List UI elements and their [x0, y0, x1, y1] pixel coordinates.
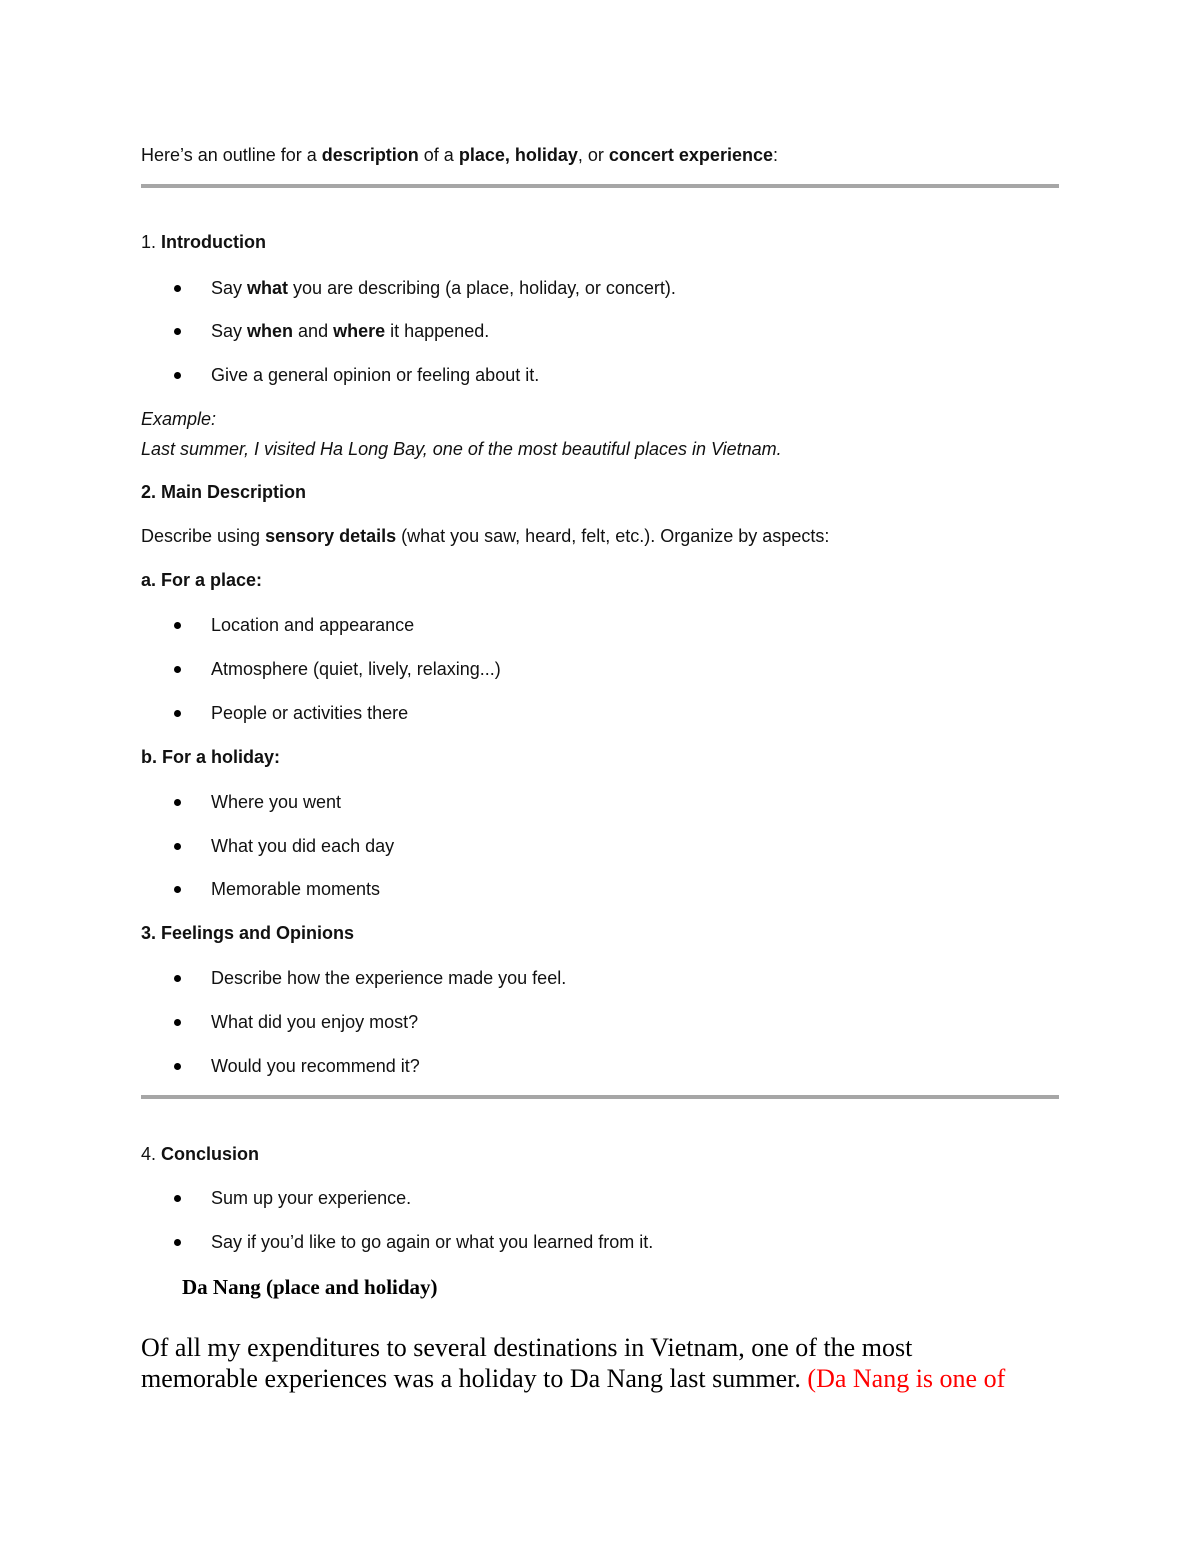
text-part: you are describing (a place, holiday, or concert). — [288, 278, 676, 298]
text-part: and — [293, 321, 334, 341]
intro-text-4: : — [772, 145, 778, 165]
bullet-icon — [174, 843, 181, 850]
section3-heading — [141, 921, 354, 945]
list-item-text: Would you recommend it? — [211, 1056, 420, 1076]
essay-highlighted-text: (Da Nang is one of — [807, 1364, 1006, 1393]
holiday-subheading — [141, 745, 280, 769]
list-item-text: Location and appearance — [211, 615, 415, 635]
bold-what: what — [247, 278, 289, 298]
list-item-text: People or activities there — [211, 703, 409, 723]
bullet-icon — [174, 622, 181, 629]
text-part: (what you saw, heard, felt, etc.). Organize by aspects: — [396, 526, 830, 546]
list-item-text: Give a general opinion or feeling about it. — [211, 365, 540, 385]
bullet-icon — [174, 710, 181, 717]
bullet-icon — [174, 1063, 181, 1070]
section2-heading — [141, 480, 306, 504]
bullet-icon — [174, 799, 181, 806]
bullet-icon — [174, 886, 181, 893]
horizontal-rule-bottom — [141, 1095, 1059, 1099]
intro-bold-concert: concert experience — [608, 145, 773, 165]
bullet-icon — [174, 372, 181, 379]
bold-where: where — [333, 321, 386, 341]
bullet-icon — [174, 285, 181, 292]
intro-text-2: of a — [418, 145, 459, 165]
example-label: Example: — [141, 409, 217, 429]
list-item-text — [211, 319, 489, 343]
section1-heading — [141, 230, 266, 254]
section1-title: Introduction — [161, 232, 266, 252]
bullet-icon — [174, 328, 181, 335]
text-part: Say — [211, 321, 248, 341]
text-part: Describe using — [141, 526, 266, 546]
place-subheading — [141, 568, 262, 592]
bullet-icon — [174, 1195, 181, 1202]
section4-title: Conclusion — [161, 1144, 260, 1164]
list-item-text: Where you went — [211, 792, 342, 812]
intro-bold-place-holiday: place, holiday — [458, 145, 578, 165]
horizontal-rule-top — [141, 184, 1059, 188]
bold-when: when — [247, 321, 294, 341]
list-item-text: Say if you’d like to go again or what you learned from it. — [211, 1232, 654, 1252]
section2-description — [141, 524, 829, 548]
bullet-icon — [174, 666, 181, 673]
section1-number: 1. — [141, 232, 162, 252]
essay-heading — [182, 1274, 438, 1300]
list-item-text: What did you enjoy most? — [211, 1012, 419, 1032]
bold-sensory-details: sensory details — [265, 526, 397, 546]
section2-title: 2. Main Description — [141, 482, 307, 502]
list-item-text: What you did each day — [211, 836, 395, 856]
intro-line — [141, 143, 778, 167]
essay-line-2 — [141, 1363, 1005, 1395]
example-text: Last summer, I visited Ha Long Bay, one of the most beautiful places in Vietnam. — [141, 439, 782, 459]
section4-heading — [141, 1142, 259, 1166]
list-item-text: Atmosphere (quiet, lively, relaxing...) — [211, 659, 501, 679]
intro-text-1: Here’s an outline for a — [141, 145, 322, 165]
list-item-text — [211, 276, 676, 300]
holiday-subheading-text: b. For a holiday: — [141, 747, 281, 767]
intro-text-3: , or — [577, 145, 609, 165]
section4-number: 4. — [141, 1144, 162, 1164]
list-item-text: Sum up your experience. — [211, 1188, 412, 1208]
text-part: Say — [211, 278, 248, 298]
list-item-text: Memorable moments — [211, 879, 381, 899]
bullet-icon — [174, 1239, 181, 1246]
bullet-icon — [174, 975, 181, 982]
text-part: it happened. — [385, 321, 490, 341]
essay-line-2-text: memorable experiences was a holiday to Da Nang last summer. — [141, 1364, 808, 1393]
essay-heading-text: Da Nang (place and holiday) — [182, 1275, 438, 1299]
intro-bold-description: description — [321, 145, 419, 165]
essay-line-1: Of all my expenditures to several destinations in Vietnam, one of the most — [141, 1333, 913, 1362]
place-subheading-text: a. For a place: — [141, 570, 263, 590]
list-item-text: Describe how the experience made you feel. — [211, 968, 567, 988]
bullet-icon — [174, 1019, 181, 1026]
section3-title: 3. Feelings and Opinions — [141, 923, 355, 943]
